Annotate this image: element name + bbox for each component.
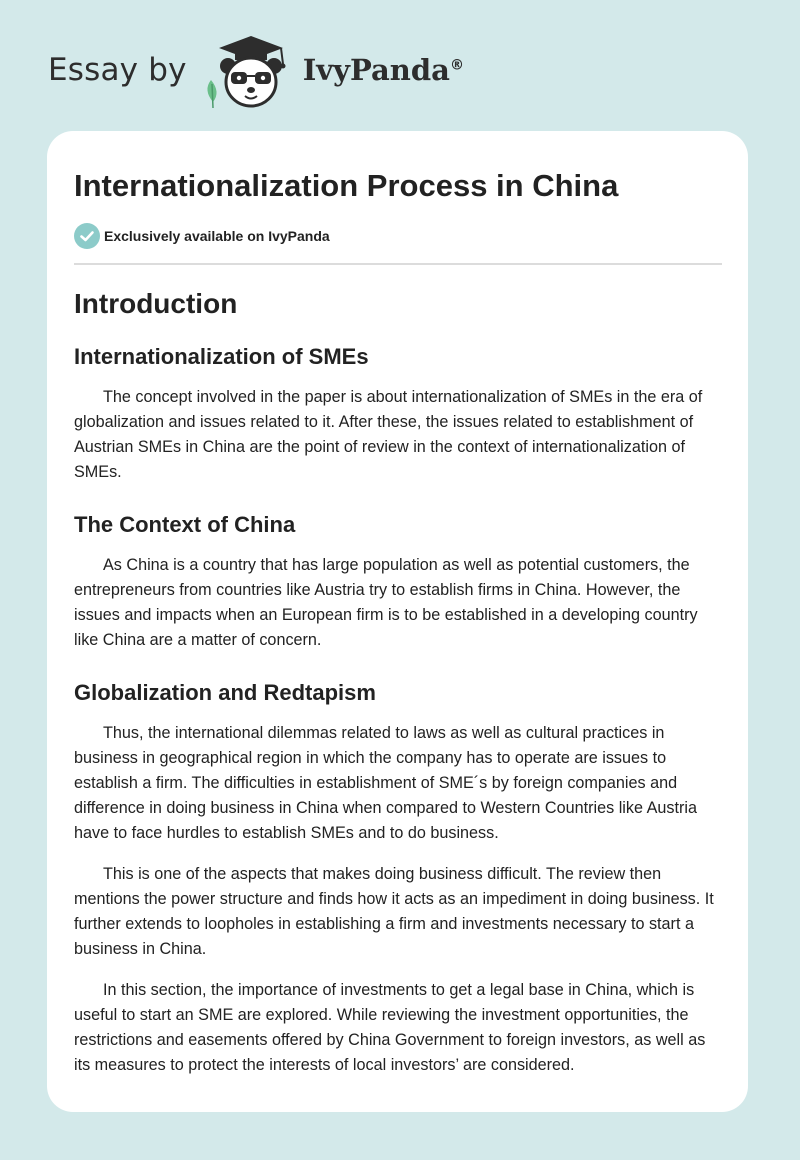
brand-prefix: Essay by xyxy=(48,52,187,88)
check-icon xyxy=(74,223,100,249)
subsection-heading-smes: Internationalization of SMEs xyxy=(74,344,369,369)
page-title: Internationalization Process in China xyxy=(74,168,619,203)
subsection-heading-globalization: Globalization and Redtapism xyxy=(74,680,376,705)
paragraph: The concept involved in the paper is about internationalization of SMEs in the era of globalization and issues related to it. After these, the issues related to establishment of Austrian SMEs in China are the point of review in the context of internationalization of SMEs. xyxy=(74,388,703,481)
brand-name: IvyPanda® xyxy=(302,53,464,87)
panda-logo-icon xyxy=(201,30,297,110)
section-heading-introduction: Introduction xyxy=(74,288,238,319)
subsection-heading-china: The Context of China xyxy=(74,512,296,537)
paragraph: This is one of the aspects that makes doing business difficult. The review then mentions the power structure and finds how it acts as an impediment in doing business. It further extends to loopholes in establishing a firm and investments necessary to start a business in China. xyxy=(74,865,714,958)
paragraph: In this section, the importance of investments to get a legal base in China, which is useful to start an SME are explored. While reviewing the investment opportunities, the restrictions and easements offered by China Government to foreign investors, as well as its measures to protect the interests of local investors’ are considered. xyxy=(74,981,706,1074)
exclusive-label: Exclusively available on IvyPanda xyxy=(104,228,330,244)
divider xyxy=(74,263,722,265)
paragraph: Thus, the international dilemmas related to laws as well as cultural practices in business in geographical region in which the company has to operate are issues to establish a firm. The difficulties in establishment of SME´s by foreign companies and difference in doing business in China when compared to Western Countries like Austria have to face hurdles to establish SMEs and to do business. xyxy=(74,724,697,842)
brand-header[interactable] xyxy=(48,30,464,110)
exclusive-badge xyxy=(74,223,722,249)
paragraph: As China is a country that has large population as well as potential customers, the entrepreneurs from countries like Austria try to establish firms in China. However, the issues and impacts when an European firm is to be established in a developing country like China are a matter of concern. xyxy=(74,556,698,649)
article-card xyxy=(47,131,748,1112)
